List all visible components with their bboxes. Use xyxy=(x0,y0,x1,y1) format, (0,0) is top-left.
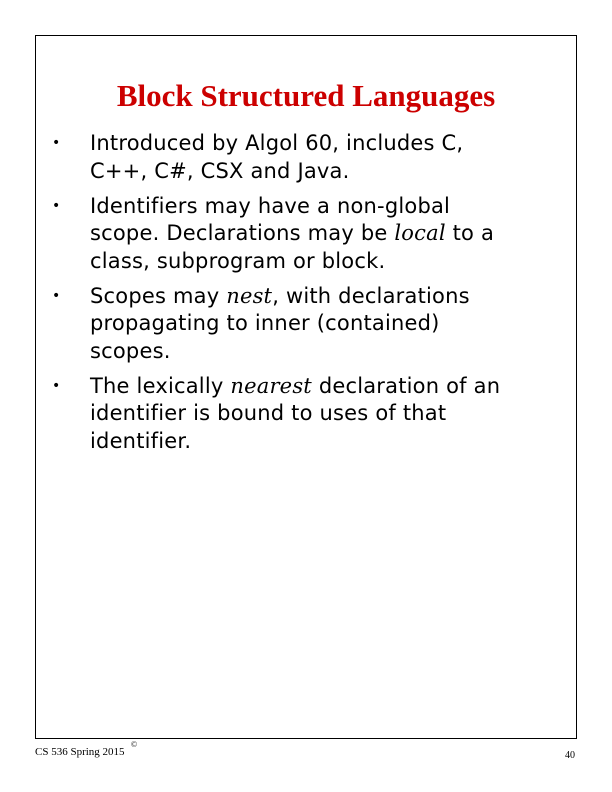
page-number: 40 xyxy=(565,750,575,761)
bullet-line xyxy=(90,310,550,338)
bullet-text: Identifiers may have a non-global xyxy=(90,193,451,218)
bullet-text: declaration of an xyxy=(311,373,501,398)
footer-course: CS 536 Spring 2015 xyxy=(35,746,125,758)
bullet-item xyxy=(52,373,550,456)
bullet-text: Scopes may xyxy=(90,283,227,308)
bullet-line xyxy=(90,248,550,276)
bullet-text: propagating to inner (contained) xyxy=(90,311,440,335)
bullet-line xyxy=(90,220,550,248)
bullet-text: scopes. xyxy=(90,338,171,363)
bullet-line xyxy=(90,400,550,428)
emphasized-text: nearest xyxy=(230,373,312,398)
emphasized-text: local xyxy=(394,221,446,245)
bullet-text: scope. Declarations may be xyxy=(90,221,395,245)
bullet-list xyxy=(52,130,550,463)
bullet-item xyxy=(52,193,550,276)
bullet-line xyxy=(90,428,550,456)
bullet-line xyxy=(90,283,550,311)
bullet-text: identifier. xyxy=(90,428,192,453)
bullet-text: C++, C#, CSX and Java. xyxy=(90,158,350,183)
bullet-line xyxy=(90,158,550,186)
bullet-item xyxy=(52,130,550,185)
emphasized-text: nest xyxy=(226,283,273,308)
bullet-text: The lexically xyxy=(90,373,231,398)
bullet-text: identifier is bound to uses of that xyxy=(90,401,447,425)
bullet-item xyxy=(52,283,550,366)
bullet-marker: • xyxy=(52,377,61,394)
bullet-line xyxy=(90,130,550,158)
bullet-text: , with declarations xyxy=(272,283,470,308)
copyright-symbol: © xyxy=(131,740,138,749)
bullet-text: class, subprogram or block. xyxy=(90,248,386,273)
bullet-text: to a xyxy=(445,221,495,245)
bullet-line xyxy=(90,373,550,401)
bullet-marker: • xyxy=(52,287,61,304)
slide-title: Block Structured Languages xyxy=(116,78,496,113)
bullet-marker: • xyxy=(52,197,61,214)
bullet-marker: • xyxy=(52,135,61,151)
bullet-line xyxy=(90,338,550,366)
bullet-text: Introduced by Algol 60, includes C, xyxy=(90,131,464,155)
bullet-line xyxy=(90,193,550,221)
